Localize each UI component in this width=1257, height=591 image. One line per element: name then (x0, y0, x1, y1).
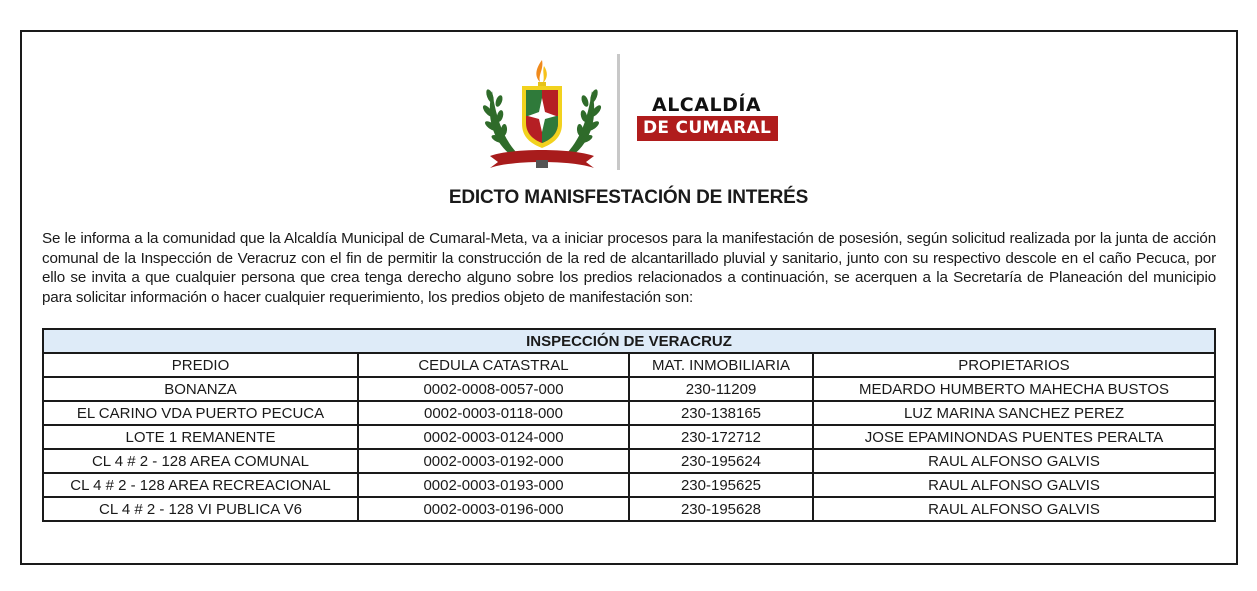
header-logo (482, 52, 782, 172)
cell-cedula-catastral: 0002-0003-0118-000 (358, 401, 629, 425)
table-header-row (43, 353, 1215, 377)
cell-propietarios: LUZ MARINA SANCHEZ PEREZ (813, 401, 1215, 425)
brand-line-1: ALCALDÍA (652, 94, 762, 116)
cell-mat-inmobiliaria: 230-195625 (629, 473, 813, 497)
cell-predio: EL CARINO VDA PUERTO PECUCA (43, 401, 358, 425)
coat-of-arms-icon (482, 56, 602, 174)
cell-mat-inmobiliaria: 230-195624 (629, 449, 813, 473)
cell-propietarios: RAUL ALFONSO GALVIS (813, 497, 1215, 521)
cell-propietarios: RAUL ALFONSO GALVIS (813, 449, 1215, 473)
cell-mat-inmobiliaria: 230-172712 (629, 425, 813, 449)
brand-line-2: DE CUMARAL (637, 116, 778, 141)
table-row (43, 425, 1215, 449)
column-header-cedula-catastral: CEDULA CATASTRAL (358, 353, 629, 377)
column-header-predio: PREDIO (43, 353, 358, 377)
cell-cedula-catastral: 0002-0003-0193-000 (358, 473, 629, 497)
column-header-propietarios: PROPIETARIOS (813, 353, 1215, 377)
cell-cedula-catastral: 0002-0003-0124-000 (358, 425, 629, 449)
page-title: EDICTO MANISFESTACIÓN DE INTERÉS (448, 187, 809, 208)
table-row (43, 449, 1215, 473)
cell-predio: LOTE 1 REMANENTE (43, 425, 358, 449)
cell-mat-inmobiliaria: 230-195628 (629, 497, 813, 521)
cell-propietarios: MEDARDO HUMBERTO MAHECHA BUSTOS (813, 377, 1215, 401)
cell-predio: CL 4 # 2 - 128 AREA RECREACIONAL (43, 473, 358, 497)
cell-cedula-catastral: 0002-0003-0192-000 (358, 449, 629, 473)
intro-paragraph: Se le informa a la comunidad que la Alcaldía Municipal de Cumaral-Meta, va a iniciar procesos para la manifestación de posesión, según solicitud realizada por la junta de acción comunal de la Inspección de Veracruz con el fin de permitir la construcción de la red de alcantarillado pluvial y sanitario, junto con su respectivo descole en el caño Pecuca, por ello se invita a que cualquier persona que crea tenga derecho alguno sobre los predios relacionados a continuación, se acerquen a la Secretaría de Planeación del municipio para solicitar información o hacer cualquier requerimiento, los predios objeto de manifestación son: (42, 230, 1216, 306)
column-header-mat-inmobiliaria: MAT. INMOBILIARIA (629, 353, 813, 377)
table-row (43, 497, 1215, 521)
cell-mat-inmobiliaria: 230-138165 (629, 401, 813, 425)
cell-propietarios: RAUL ALFONSO GALVIS (813, 473, 1215, 497)
cell-cedula-catastral: 0002-0008-0057-000 (358, 377, 629, 401)
table-row (43, 401, 1215, 425)
table-row (43, 377, 1215, 401)
cell-propietarios: JOSE EPAMINONDAS PUENTES PERALTA (813, 425, 1215, 449)
table-section-row (43, 329, 1215, 353)
cell-mat-inmobiliaria: 230-11209 (629, 377, 813, 401)
table-section-title: INSPECCIÓN DE VERACRUZ (43, 329, 1215, 353)
predios-table (42, 328, 1216, 522)
table-row (43, 473, 1215, 497)
cell-predio: CL 4 # 2 - 128 AREA COMUNAL (43, 449, 358, 473)
logo-divider (617, 54, 620, 170)
cell-predio: BONANZA (43, 377, 358, 401)
cell-cedula-catastral: 0002-0003-0196-000 (358, 497, 629, 521)
cell-predio: CL 4 # 2 - 128 VI PUBLICA V6 (43, 497, 358, 521)
